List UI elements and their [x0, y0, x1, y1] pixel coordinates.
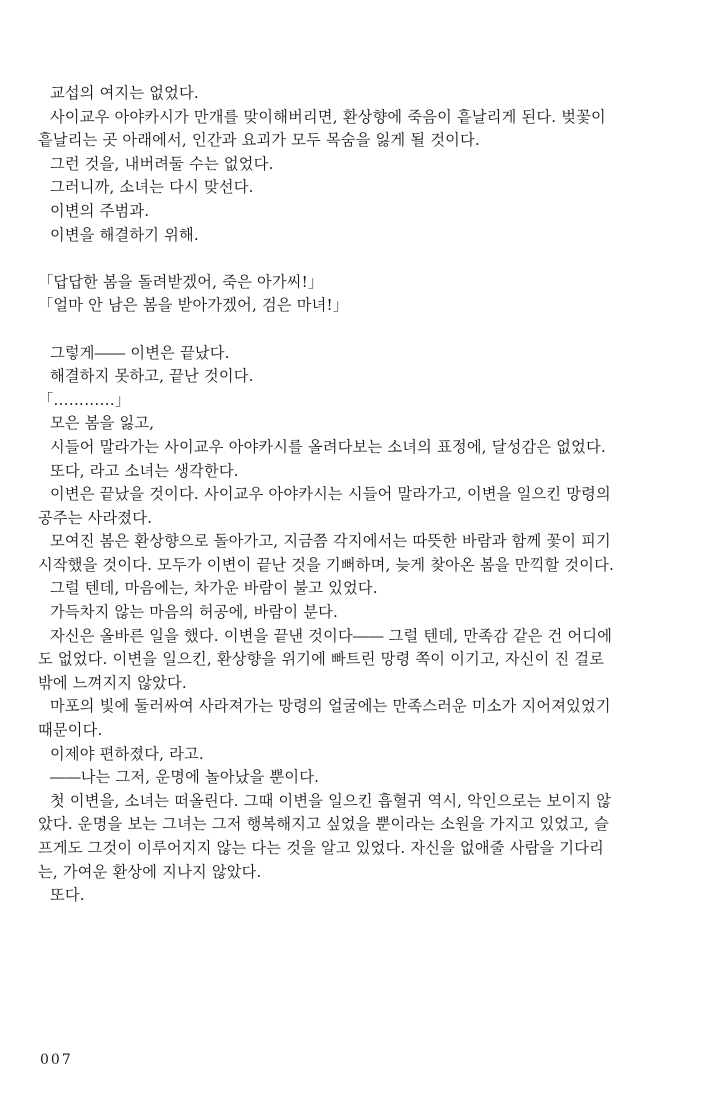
text-line: 해결하지 못하고, 끝난 것이다.	[50, 367, 254, 386]
text-line: 가득차지 않는 마음의 허공에, 바람이 분다.	[50, 603, 339, 622]
text-line: 시작했을 것이다. 모두가 이변이 끝난 것을 기뻐하며, 늦게 찾아온 봄을 만끽할 것이다.	[38, 555, 615, 574]
text-line: 공주는 사라졌다.	[38, 508, 153, 527]
text-line: 밖에 느껴지지 않았다.	[38, 673, 187, 692]
body-text	[38, 82, 688, 908]
text-line: 「얼마 안 남은 봄을 받아가겠어, 검은 마녀!」	[38, 296, 349, 315]
text-line: 또다.	[50, 886, 85, 905]
text-line: 흩날리는 곳 아래에서, 인간과 요괴가 모두 목숨을 잃게 될 것이다.	[38, 131, 480, 150]
text-line: 그렇게―― 이변은 끝났다.	[50, 343, 230, 362]
text-line: 프게도 그것이 이루어지지 않는 다는 것을 알고 있었다. 자신을 없애줄 사람을 기다리	[38, 839, 604, 857]
blank-line	[38, 318, 688, 342]
text-line: ――나는 그저, 운명에 놀아났을 뿐이다.	[50, 768, 320, 787]
text-line: 이변을 해결하기 위해.	[50, 225, 199, 244]
text-line: 「답답한 봄을 돌려받겠어, 죽은 아가씨!」	[38, 272, 324, 291]
text-line: 이변은 끝났을 것이다. 사이교우 아야카시는 시들어 말라가고, 이변을 일으킨 망령의	[50, 485, 611, 504]
text-line: 자신은 올바른 일을 했다. 이변을 끝낸 것이다―― 그럴 텐데, 만족감 같은 건 어디에	[50, 626, 613, 645]
text-line: 그럴 텐데, 마음에는, 차가운 바람이 불고 있었다.	[50, 579, 378, 598]
text-line: 도 없었다. 이변을 일으킨, 환상향을 위기에 빠트린 망령 쪽이 이기고, 자신이 진 걸로	[38, 650, 605, 669]
blank-line	[38, 247, 688, 271]
text-line: 시들어 말라가는 사이교우 아야카시를 올려다보는 소녀의 표정에, 달성감은 없었다.	[50, 437, 606, 456]
text-line: 첫 이변을, 소녀는 떠올린다. 그때 이변을 일으킨 흡혈귀 역시, 악인으로는 보이지 않	[50, 791, 612, 810]
text-line: 모은 봄을 잃고,	[50, 414, 155, 433]
text-line: 모여진 봄은 환상향으로 돌아가고, 지금쯤 각지에서는 따뜻한 바람과 함께 꽃이 피기	[50, 532, 611, 551]
text-line: 또다, 라고 소녀는 생각한다.	[50, 461, 239, 480]
text-line: 는, 가여운 환상에 지나지 않았다.	[38, 862, 262, 881]
text-line: 이제야 편하졌다, 라고.	[50, 744, 204, 763]
text-line: 았다. 운명을 보는 그녀는 그저 행복해지고 싶었을 뿐이라는 소원을 가지고 있었고, 슬	[38, 815, 609, 834]
text-line: 사이교우 아야카시가 만개를 맞이해버리면, 환상향에 죽음이 흩날리게 된다. 벚꽃이	[50, 107, 606, 126]
text-line: 그런 것을, 내버려둘 수는 없었다.	[50, 154, 274, 173]
page-number: 007	[40, 1052, 73, 1068]
text-line: 이변의 주범과.	[50, 201, 150, 220]
text-line: 「…………」	[38, 390, 131, 409]
text-line: 그러니까, 소녀는 다시 맞선다.	[50, 178, 254, 197]
text-line: 때문이다.	[38, 721, 103, 740]
text-line: 교섭의 여지는 없었다.	[50, 84, 199, 102]
text-line: 마포의 빛에 둘러싸여 사라져가는 망령의 얼굴에는 만족스러운 미소가 지어져있었기	[50, 697, 611, 716]
